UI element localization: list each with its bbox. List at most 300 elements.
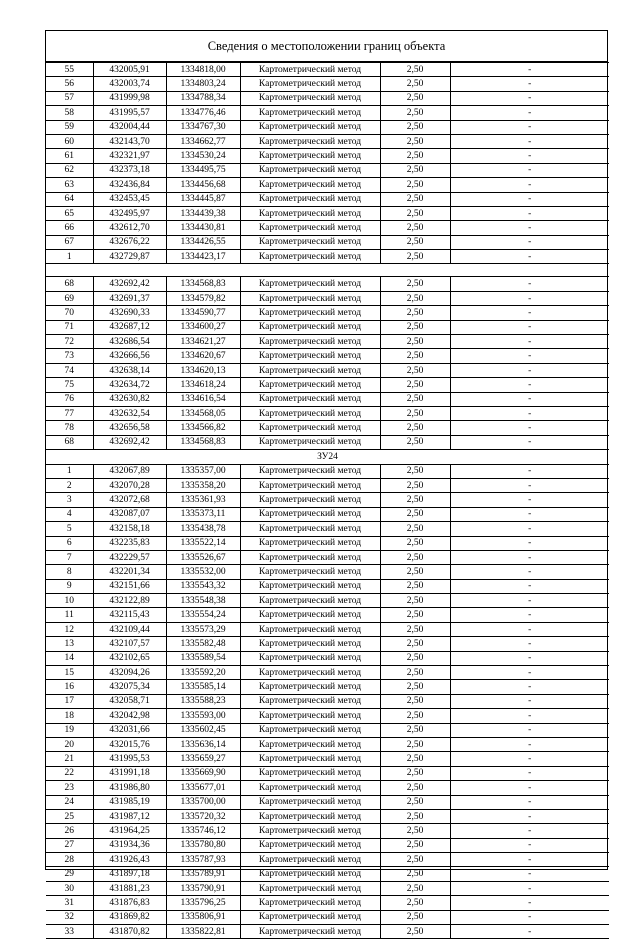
point-number-cell: 22 — [46, 766, 93, 780]
x-coordinate-cell: 432072,68 — [93, 493, 166, 507]
table-row — [46, 134, 609, 148]
y-coordinate-cell: 1334445,87 — [166, 192, 240, 206]
method-cell: Картометрический метод — [240, 522, 380, 536]
y-coordinate-cell: 1335796,25 — [166, 896, 240, 910]
x-coordinate-cell: 431991,18 — [93, 766, 166, 780]
table-row — [46, 709, 609, 723]
table-row — [46, 149, 609, 163]
point-number-cell: 21 — [46, 752, 93, 766]
table-row — [46, 622, 609, 636]
table-row — [46, 795, 609, 809]
y-coordinate-cell: 1335677,01 — [166, 781, 240, 795]
x-coordinate-cell: 432686,54 — [93, 335, 166, 349]
method-cell: Картометрический метод — [240, 507, 380, 521]
precision-cell: 2,50 — [380, 464, 450, 478]
precision-cell: 2,50 — [380, 335, 450, 349]
description-cell: - — [450, 594, 609, 608]
y-coordinate-cell: 1335593,00 — [166, 709, 240, 723]
table-row — [46, 680, 609, 694]
x-coordinate-cell: 431934,36 — [93, 838, 166, 852]
y-coordinate-cell: 1334568,83 — [166, 277, 240, 291]
x-coordinate-cell: 432676,22 — [93, 235, 166, 249]
point-number-cell: 55 — [46, 63, 93, 77]
precision-cell: 2,50 — [380, 522, 450, 536]
y-coordinate-cell: 1334600,27 — [166, 320, 240, 334]
point-number-cell: 73 — [46, 349, 93, 363]
precision-cell: 2,50 — [380, 608, 450, 622]
y-coordinate-cell: 1335573,29 — [166, 622, 240, 636]
description-cell: - — [450, 910, 609, 924]
x-coordinate-cell: 432692,42 — [93, 435, 166, 449]
method-cell: Картометрический метод — [240, 178, 380, 192]
table-row — [46, 106, 609, 120]
precision-cell: 2,50 — [380, 925, 450, 939]
method-cell: Картометрический метод — [240, 206, 380, 220]
y-coordinate-cell: 1335532,00 — [166, 565, 240, 579]
point-number-cell: 78 — [46, 421, 93, 435]
point-number-cell: 71 — [46, 320, 93, 334]
description-cell: - — [450, 680, 609, 694]
point-number-cell: 27 — [46, 838, 93, 852]
point-number-cell: 64 — [46, 192, 93, 206]
precision-cell: 2,50 — [380, 363, 450, 377]
description-cell: - — [450, 838, 609, 852]
method-cell: Картометрический метод — [240, 622, 380, 636]
precision-cell: 2,50 — [380, 277, 450, 291]
method-cell: Картометрический метод — [240, 637, 380, 651]
description-cell: - — [450, 406, 609, 420]
point-number-cell: 25 — [46, 809, 93, 823]
y-coordinate-cell: 1335554,24 — [166, 608, 240, 622]
table-row — [46, 910, 609, 924]
table-row — [46, 867, 609, 881]
method-cell: Картометрический метод — [240, 853, 380, 867]
point-number-cell: 13 — [46, 637, 93, 651]
description-cell: - — [450, 134, 609, 148]
y-coordinate-cell: 1335746,12 — [166, 824, 240, 838]
x-coordinate-cell: 432094,26 — [93, 666, 166, 680]
precision-cell: 2,50 — [380, 235, 450, 249]
description-cell: - — [450, 853, 609, 867]
x-coordinate-cell: 432201,34 — [93, 565, 166, 579]
method-cell: Картометрический метод — [240, 493, 380, 507]
point-number-cell: 12 — [46, 622, 93, 636]
precision-cell: 2,50 — [380, 824, 450, 838]
y-coordinate-cell: 1335787,93 — [166, 853, 240, 867]
point-number-cell: 77 — [46, 406, 93, 420]
table-row — [46, 250, 609, 264]
table-row — [46, 77, 609, 91]
y-coordinate-cell: 1335543,32 — [166, 579, 240, 593]
precision-cell: 2,50 — [380, 106, 450, 120]
y-coordinate-cell: 1334495,75 — [166, 163, 240, 177]
table-row — [46, 853, 609, 867]
precision-cell: 2,50 — [380, 134, 450, 148]
method-cell: Картометрический метод — [240, 221, 380, 235]
method-cell: Картометрический метод — [240, 277, 380, 291]
y-coordinate-cell: 1335806,91 — [166, 910, 240, 924]
point-number-cell: 15 — [46, 666, 93, 680]
precision-cell: 2,50 — [380, 781, 450, 795]
y-coordinate-cell: 1335589,54 — [166, 651, 240, 665]
point-number-cell: 18 — [46, 709, 93, 723]
x-coordinate-cell: 432109,44 — [93, 622, 166, 636]
precision-cell: 2,50 — [380, 910, 450, 924]
section-header-row — [46, 450, 609, 464]
x-coordinate-cell: 432691,37 — [93, 291, 166, 305]
description-cell: - — [450, 723, 609, 737]
point-number-cell: 72 — [46, 335, 93, 349]
point-number-cell: 26 — [46, 824, 93, 838]
y-coordinate-cell: 1335526,67 — [166, 550, 240, 564]
x-coordinate-cell: 432229,57 — [93, 550, 166, 564]
point-number-cell: 19 — [46, 723, 93, 737]
point-number-cell: 5 — [46, 522, 93, 536]
y-coordinate-cell: 1334776,46 — [166, 106, 240, 120]
x-coordinate-cell: 431870,82 — [93, 925, 166, 939]
description-cell: - — [450, 622, 609, 636]
y-coordinate-cell: 1334590,77 — [166, 306, 240, 320]
document-frame — [45, 30, 608, 937]
x-coordinate-cell: 432690,33 — [93, 306, 166, 320]
x-coordinate-cell: 431897,18 — [93, 867, 166, 881]
precision-cell: 2,50 — [380, 435, 450, 449]
y-coordinate-cell: 1335790,91 — [166, 881, 240, 895]
point-number-cell: 66 — [46, 221, 93, 235]
method-cell: Картометрический метод — [240, 192, 380, 206]
precision-cell: 2,50 — [380, 594, 450, 608]
description-cell: - — [450, 277, 609, 291]
method-cell: Картометрический метод — [240, 392, 380, 406]
point-number-cell: 28 — [46, 853, 93, 867]
method-cell: Картометрический метод — [240, 694, 380, 708]
coordinates-table-body — [46, 63, 609, 939]
y-coordinate-cell: 1335361,93 — [166, 493, 240, 507]
method-cell: Картометрический метод — [240, 464, 380, 478]
description-cell: - — [450, 77, 609, 91]
y-coordinate-cell: 1335357,00 — [166, 464, 240, 478]
description-cell: - — [450, 507, 609, 521]
method-cell: Картометрический метод — [240, 594, 380, 608]
x-coordinate-cell: 432612,70 — [93, 221, 166, 235]
description-cell: - — [450, 637, 609, 651]
precision-cell: 2,50 — [380, 77, 450, 91]
table-row — [46, 392, 609, 406]
description-cell: - — [450, 881, 609, 895]
point-number-cell: 29 — [46, 867, 93, 881]
description-cell: - — [450, 392, 609, 406]
precision-cell: 2,50 — [380, 694, 450, 708]
description-cell: - — [450, 178, 609, 192]
method-cell: Картометрический метод — [240, 134, 380, 148]
y-coordinate-cell: 1334616,54 — [166, 392, 240, 406]
x-coordinate-cell: 432692,42 — [93, 277, 166, 291]
y-coordinate-cell: 1335588,23 — [166, 694, 240, 708]
y-coordinate-cell: 1334439,38 — [166, 206, 240, 220]
description-cell: - — [450, 106, 609, 120]
y-coordinate-cell: 1334818,00 — [166, 63, 240, 77]
method-cell: Картометрический метод — [240, 809, 380, 823]
description-cell: - — [450, 824, 609, 838]
point-number-cell: 4 — [46, 507, 93, 521]
table-row — [46, 781, 609, 795]
y-coordinate-cell: 1335585,14 — [166, 680, 240, 694]
point-number-cell: 3 — [46, 493, 93, 507]
table-row — [46, 464, 609, 478]
page-title: Сведения о местоположении границ объекта — [46, 31, 607, 62]
precision-cell: 2,50 — [380, 320, 450, 334]
y-coordinate-cell: 1335636,14 — [166, 737, 240, 751]
method-cell: Картометрический метод — [240, 666, 380, 680]
point-number-cell: 11 — [46, 608, 93, 622]
table-row — [46, 522, 609, 536]
precision-cell: 2,50 — [380, 91, 450, 105]
point-number-cell: 68 — [46, 435, 93, 449]
x-coordinate-cell: 432373,18 — [93, 163, 166, 177]
x-coordinate-cell: 432102,65 — [93, 651, 166, 665]
precision-cell: 2,50 — [380, 63, 450, 77]
x-coordinate-cell: 432638,14 — [93, 363, 166, 377]
x-coordinate-cell: 432666,56 — [93, 349, 166, 363]
y-coordinate-cell: 1334456,68 — [166, 178, 240, 192]
description-cell: - — [450, 565, 609, 579]
table-row — [46, 192, 609, 206]
precision-cell: 2,50 — [380, 809, 450, 823]
precision-cell: 2,50 — [380, 565, 450, 579]
method-cell: Картометрический метод — [240, 378, 380, 392]
method-cell: Картометрический метод — [240, 536, 380, 550]
y-coordinate-cell: 1335780,80 — [166, 838, 240, 852]
x-coordinate-cell: 432151,66 — [93, 579, 166, 593]
x-coordinate-cell: 432235,83 — [93, 536, 166, 550]
method-cell: Картометрический метод — [240, 349, 380, 363]
method-cell: Картометрический метод — [240, 766, 380, 780]
point-number-cell: 17 — [46, 694, 93, 708]
precision-cell: 2,50 — [380, 291, 450, 305]
y-coordinate-cell: 1335602,45 — [166, 723, 240, 737]
y-coordinate-cell: 1335592,20 — [166, 666, 240, 680]
table-row — [46, 320, 609, 334]
x-coordinate-cell: 432122,89 — [93, 594, 166, 608]
table-row — [46, 550, 609, 564]
precision-cell: 2,50 — [380, 867, 450, 881]
x-coordinate-cell: 432729,87 — [93, 250, 166, 264]
x-coordinate-cell: 432058,71 — [93, 694, 166, 708]
method-cell: Картометрический метод — [240, 838, 380, 852]
y-coordinate-cell: 1335582,48 — [166, 637, 240, 651]
point-number-cell: 67 — [46, 235, 93, 249]
y-coordinate-cell: 1334423,17 — [166, 250, 240, 264]
description-cell: - — [450, 766, 609, 780]
table-row — [46, 838, 609, 852]
point-number-cell: 63 — [46, 178, 93, 192]
table-row — [46, 493, 609, 507]
point-number-cell: 20 — [46, 737, 93, 751]
point-number-cell: 75 — [46, 378, 93, 392]
x-coordinate-cell: 432115,43 — [93, 608, 166, 622]
table-row — [46, 809, 609, 823]
y-coordinate-cell: 1335659,27 — [166, 752, 240, 766]
description-cell: - — [450, 250, 609, 264]
precision-cell: 2,50 — [380, 378, 450, 392]
method-cell: Картометрический метод — [240, 752, 380, 766]
point-number-cell: 30 — [46, 881, 93, 895]
method-cell: Картометрический метод — [240, 77, 380, 91]
precision-cell: 2,50 — [380, 406, 450, 420]
table-row — [46, 925, 609, 939]
description-cell: - — [450, 163, 609, 177]
description-cell: - — [450, 378, 609, 392]
table-row — [46, 565, 609, 579]
y-coordinate-cell: 1334618,24 — [166, 378, 240, 392]
table-row — [46, 752, 609, 766]
description-cell: - — [450, 221, 609, 235]
description-cell: - — [450, 493, 609, 507]
method-cell: Картометрический метод — [240, 925, 380, 939]
precision-cell: 2,50 — [380, 149, 450, 163]
description-cell: - — [450, 795, 609, 809]
description-cell: - — [450, 306, 609, 320]
x-coordinate-cell: 431964,25 — [93, 824, 166, 838]
method-cell: Картометрический метод — [240, 149, 380, 163]
x-coordinate-cell: 432634,72 — [93, 378, 166, 392]
precision-cell: 2,50 — [380, 206, 450, 220]
table-row — [46, 608, 609, 622]
table-row — [46, 666, 609, 680]
table-row — [46, 306, 609, 320]
x-coordinate-cell: 432003,74 — [93, 77, 166, 91]
precision-cell: 2,50 — [380, 478, 450, 492]
table-row — [46, 536, 609, 550]
x-coordinate-cell: 432321,97 — [93, 149, 166, 163]
description-cell: - — [450, 608, 609, 622]
method-cell: Картометрический метод — [240, 163, 380, 177]
table-row — [46, 594, 609, 608]
y-coordinate-cell: 1335358,20 — [166, 478, 240, 492]
y-coordinate-cell: 1335720,32 — [166, 809, 240, 823]
method-cell: Картометрический метод — [240, 106, 380, 120]
x-coordinate-cell: 432004,44 — [93, 120, 166, 134]
method-cell: Картометрический метод — [240, 795, 380, 809]
method-cell: Картометрический метод — [240, 565, 380, 579]
table-row — [46, 91, 609, 105]
table-row — [46, 178, 609, 192]
method-cell: Картометрический метод — [240, 91, 380, 105]
y-coordinate-cell: 1335522,14 — [166, 536, 240, 550]
y-coordinate-cell: 1334426,55 — [166, 235, 240, 249]
method-cell: Картометрический метод — [240, 579, 380, 593]
precision-cell: 2,50 — [380, 163, 450, 177]
description-cell: - — [450, 464, 609, 478]
x-coordinate-cell: 431869,82 — [93, 910, 166, 924]
description-cell: - — [450, 363, 609, 377]
method-cell: Картометрический метод — [240, 235, 380, 249]
method-cell: Картометрический метод — [240, 363, 380, 377]
table-row — [46, 63, 609, 77]
precision-cell: 2,50 — [380, 752, 450, 766]
x-coordinate-cell: 432067,89 — [93, 464, 166, 478]
point-number-cell: 62 — [46, 163, 93, 177]
description-cell: - — [450, 809, 609, 823]
x-coordinate-cell: 432656,58 — [93, 421, 166, 435]
point-number-cell: 6 — [46, 536, 93, 550]
precision-cell: 2,50 — [380, 709, 450, 723]
description-cell: - — [450, 63, 609, 77]
precision-cell: 2,50 — [380, 120, 450, 134]
description-cell: - — [450, 291, 609, 305]
point-number-cell: 14 — [46, 651, 93, 665]
precision-cell: 2,50 — [380, 536, 450, 550]
description-cell: - — [450, 709, 609, 723]
x-coordinate-cell: 431926,43 — [93, 853, 166, 867]
precision-cell: 2,50 — [380, 622, 450, 636]
description-cell: - — [450, 192, 609, 206]
method-cell: Картометрический метод — [240, 608, 380, 622]
method-cell: Картометрический метод — [240, 896, 380, 910]
table-row — [46, 507, 609, 521]
method-cell: Картометрический метод — [240, 651, 380, 665]
description-cell: - — [450, 149, 609, 163]
y-coordinate-cell: 1335373,11 — [166, 507, 240, 521]
point-number-cell: 33 — [46, 925, 93, 939]
point-number-cell: 70 — [46, 306, 93, 320]
precision-cell: 2,50 — [380, 838, 450, 852]
point-number-cell: 61 — [46, 149, 93, 163]
description-cell: - — [450, 320, 609, 334]
table-row — [46, 824, 609, 838]
separator-cell — [46, 264, 609, 277]
precision-cell: 2,50 — [380, 896, 450, 910]
coordinates-table — [46, 62, 609, 939]
description-cell: - — [450, 752, 609, 766]
method-cell: Картометрический метод — [240, 421, 380, 435]
precision-cell: 2,50 — [380, 723, 450, 737]
precision-cell: 2,50 — [380, 392, 450, 406]
precision-cell: 2,50 — [380, 221, 450, 235]
table-row — [46, 221, 609, 235]
point-number-cell: 2 — [46, 478, 93, 492]
x-coordinate-cell: 432107,57 — [93, 637, 166, 651]
precision-cell: 2,50 — [380, 637, 450, 651]
x-coordinate-cell: 431986,80 — [93, 781, 166, 795]
method-cell: Картометрический метод — [240, 478, 380, 492]
precision-cell: 2,50 — [380, 881, 450, 895]
y-coordinate-cell: 1334767,30 — [166, 120, 240, 134]
y-coordinate-cell: 1334566,82 — [166, 421, 240, 435]
y-coordinate-cell: 1335669,90 — [166, 766, 240, 780]
point-number-cell: 10 — [46, 594, 93, 608]
method-cell: Картометрический метод — [240, 120, 380, 134]
precision-cell: 2,50 — [380, 306, 450, 320]
method-cell: Картометрический метод — [240, 680, 380, 694]
table-row — [46, 206, 609, 220]
point-number-cell: 31 — [46, 896, 93, 910]
point-number-cell: 74 — [46, 363, 93, 377]
method-cell: Картометрический метод — [240, 550, 380, 564]
precision-cell: 2,50 — [380, 192, 450, 206]
x-coordinate-cell: 432158,18 — [93, 522, 166, 536]
x-coordinate-cell: 432436,84 — [93, 178, 166, 192]
table-row — [46, 363, 609, 377]
x-coordinate-cell: 431987,12 — [93, 809, 166, 823]
method-cell: Картометрический метод — [240, 306, 380, 320]
y-coordinate-cell: 1334620,67 — [166, 349, 240, 363]
point-number-cell: 76 — [46, 392, 93, 406]
x-coordinate-cell: 432630,82 — [93, 392, 166, 406]
y-coordinate-cell: 1334621,27 — [166, 335, 240, 349]
precision-cell: 2,50 — [380, 680, 450, 694]
table-row — [46, 421, 609, 435]
